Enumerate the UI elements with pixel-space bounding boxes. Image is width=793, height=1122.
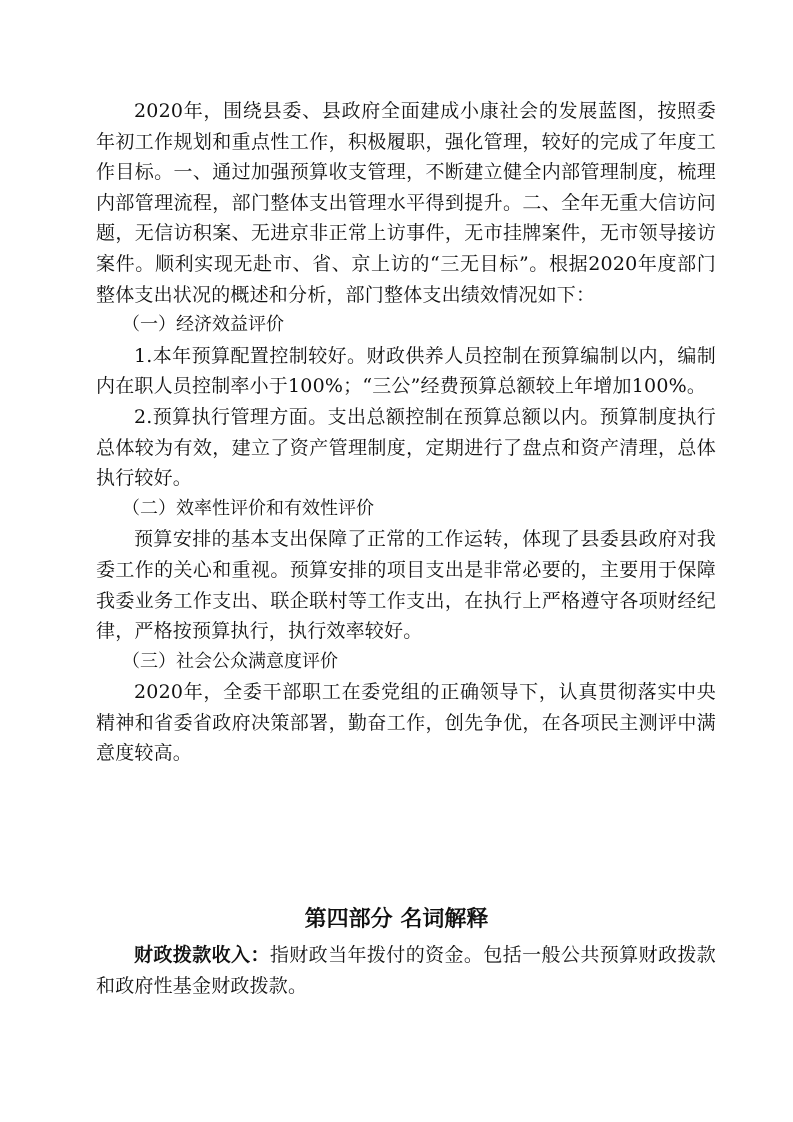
paragraph-budget-allocation: 1.本年预算配置控制较好。财政供养人员控制在预算编制以内，编制内在职人员控制率小于100%；“三公”经费预算总额较上年增加100%。 bbox=[96, 344, 716, 398]
subheading-economic-benefit: （一）经济效益评价 bbox=[122, 314, 284, 336]
subheading-public-satisfaction: （三）社会公众满意度评价 bbox=[122, 650, 338, 672]
glossary-definition: 指财政当年拨付的资金。包括一般公共预算财政拨款和政府性基金财政拨款。 bbox=[96, 944, 717, 997]
subheading-efficiency: （二）效率性评价和有效性评价 bbox=[122, 497, 374, 519]
paragraph-budget-execution: 2.预算执行管理方面。支出总额控制在预算总额以内。预算制度执行总体较为有效，建立了资产管理制度，定期进行了盘点和资产清理，总体执行较好。 bbox=[96, 405, 716, 490]
glossary-entry bbox=[96, 940, 716, 1001]
section-heading: 第四部分 名词解释 bbox=[304, 907, 489, 932]
body-text bbox=[96, 96, 716, 769]
glossary-term: 财政拨款收入： bbox=[134, 944, 270, 966]
glossary bbox=[96, 940, 716, 1001]
paragraph-overview: 2020年，围绕县委、县政府全面建成小康社会的发展蓝图，按照委年初工作规划和重点性工作，积极履职，强化管理，较好的完成了年度工作目标。一、通过加强预算收支管理，不断建立健全内部管理制度，梳理内部管理流程，部门整体支出管理水平得到提升。二、全年无重大信访问题，无信访积案、无进京非正常上访事件，无市挂牌案件，无市领导接访案件。顺利实现无赴市、省、京上访的“三无目标”。根据2020年度部门整体支出状况的概述和分析，部门整体支出绩效情况如下： bbox=[96, 100, 716, 306]
paragraph-public-satisfaction: 2020年，全委干部职工在委党组的正确领导下，认真贯彻落实中央精神和省委省政府决策部署，勤奋工作，创先争优，在各项民主测评中满意度较高。 bbox=[96, 681, 716, 765]
paragraph-efficiency: 预算安排的基本支出保障了正常的工作运转，体现了县委县政府对我委工作的关心和重视。预算安排的项目支出是非常必要的，主要用于保障我委业务工作支出、联企联村等工作支出，在执行上严格遵守各项财经纪律，严格按预算执行，执行效率较好。 bbox=[96, 528, 716, 643]
